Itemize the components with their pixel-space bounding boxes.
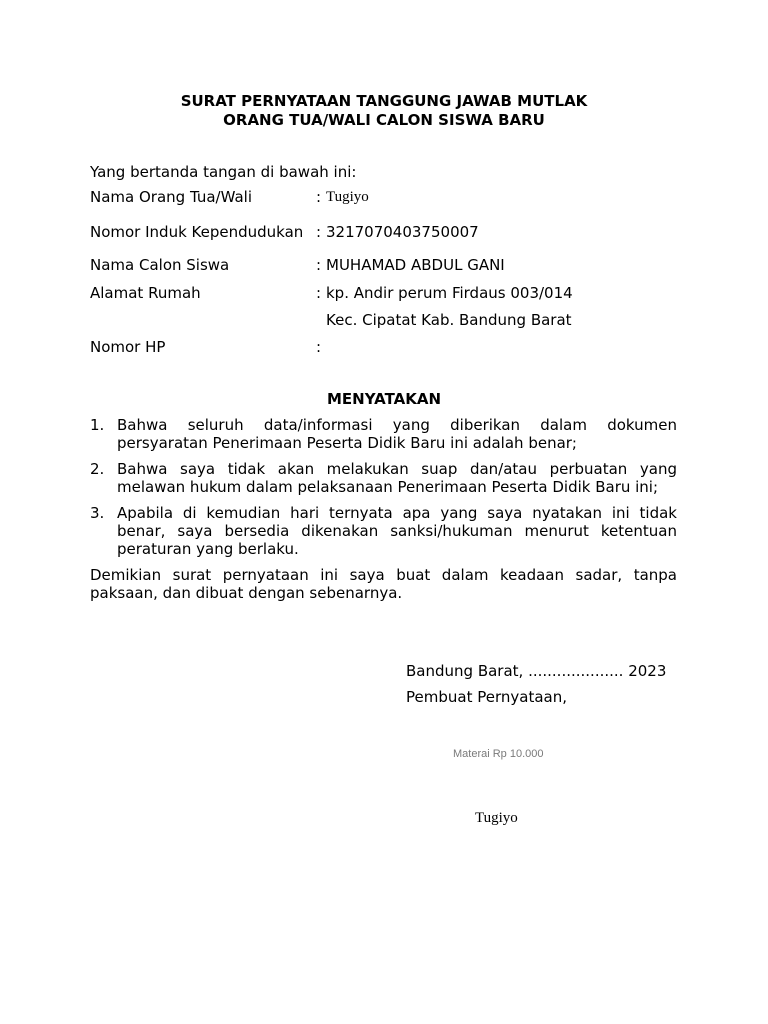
signature-role: Pembuat Pernyataan, (406, 688, 567, 706)
field-value-student-name: MUHAMAD ABDUL GANI (326, 256, 505, 274)
field-label: Nama Calon Siswa (90, 256, 230, 274)
statement-1-line-2: persyaratan Penerimaan Peserta Didik Baru ini adalah benar; (117, 434, 577, 452)
intro-text: Yang bertanda tangan di bawah ini: (90, 163, 357, 181)
field-row-nik (0, 223, 768, 241)
statement-2-line-2: melawan hukum dalam pelaksanaan Penerimaan Peserta Didik Baru ini; (117, 478, 659, 496)
statement-3-line-1: Apabila di kemudian hari ternyata apa yang saya nyatakan ini tidak (117, 504, 677, 522)
stamp-duty-note: Materai Rp 10.000 (453, 748, 544, 760)
field-label: Alamat Rumah (90, 284, 201, 302)
field-row-address-continued (0, 311, 768, 329)
field-value-parent-name: Tugiyo (326, 189, 369, 205)
closing-line-1: Demikian surat pernyataan ini saya buat dalam keadaan sadar, tanpa (90, 566, 677, 584)
document-title-line-1: SURAT PERNYATAAN TANGGUNG JAWAB MUTLAK (180, 92, 588, 110)
field-value-nik: 3217070403750007 (326, 223, 479, 241)
field-separator: : (316, 338, 322, 356)
declaration-heading: MENYATAKAN (326, 390, 442, 408)
field-label: Nomor HP (90, 338, 166, 356)
signatory-name: Tugiyo (475, 810, 518, 826)
statement-number: 3. (90, 504, 105, 522)
statement-3-line-2: benar, saya bersedia dikenakan sanksi/hukuman menurut ketentuan (117, 522, 677, 540)
field-value-address-line-2: Kec. Cipatat Kab. Bandung Barat (326, 311, 572, 329)
field-row-phone (0, 338, 768, 356)
document-title-line-2: ORANG TUA/WALI CALON SISWA BARU (223, 111, 545, 129)
statement-number: 2. (90, 460, 105, 478)
field-label: Nomor Induk Kependudukan (90, 223, 304, 241)
field-row-address (0, 284, 768, 302)
statement-2-line-1: Bahwa saya tidak akan melakukan suap dan/atau perbuatan yang (117, 460, 677, 478)
field-separator: : (316, 256, 322, 274)
signature-place-date: Bandung Barat, .................... 2023 (406, 662, 667, 680)
field-label: Nama Orang Tua/Wali (90, 188, 252, 206)
field-separator: : (316, 188, 322, 206)
field-value-address: kp. Andir perum Firdaus 003/014 (326, 284, 573, 302)
field-row-parent-name (0, 188, 768, 206)
statement-3-line-3: peraturan yang berlaku. (117, 540, 299, 558)
field-separator: : (316, 223, 322, 241)
closing-line-2: paksaan, dan dibuat dengan sebenarnya. (90, 584, 403, 602)
field-row-student-name (0, 256, 768, 274)
statement-number: 1. (90, 416, 105, 434)
field-separator: : (316, 284, 322, 302)
statement-1-line-1: Bahwa seluruh data/informasi yang diberikan dalam dokumen (117, 416, 677, 434)
